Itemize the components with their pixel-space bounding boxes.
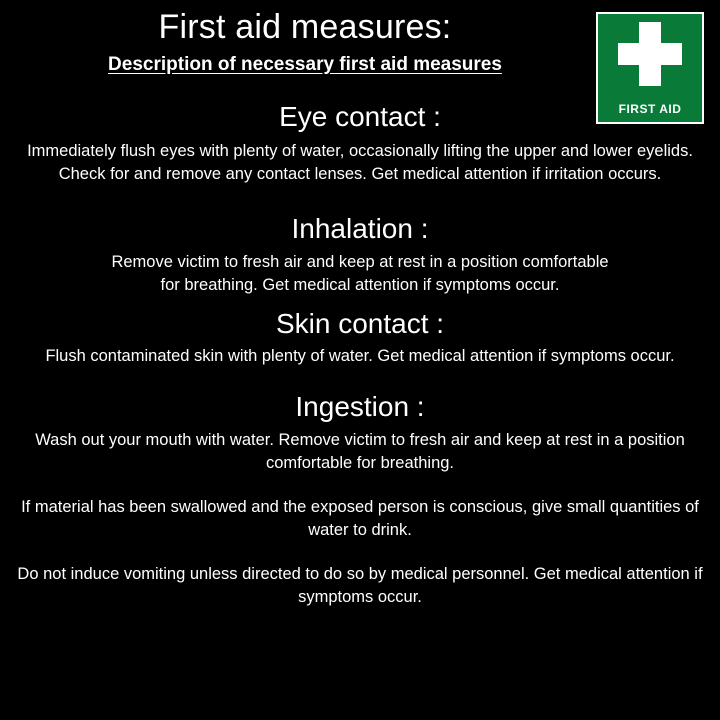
first-aid-cross-icon (598, 14, 702, 94)
section-skin-contact (8, 307, 712, 368)
section-title-ingestion: Ingestion : (295, 391, 425, 422)
section-title-inhalation: Inhalation : (291, 213, 429, 244)
document-body (0, 100, 720, 609)
section-body-ingestion (8, 429, 712, 609)
paragraph: Wash out your mouth with water. Remove victim to fresh air and keep at rest in a position comfortable for breathing. (35, 431, 685, 472)
section-title-eye-contact: Eye contact : (279, 101, 441, 132)
section-title-skin-contact: Skin contact : (275, 308, 445, 339)
section-body-skin-contact (8, 345, 712, 368)
first-aid-sign (596, 12, 704, 124)
page-title: First aid measures: (158, 8, 452, 46)
section-body-eye-contact (8, 140, 712, 186)
section-ingestion (8, 390, 712, 609)
paragraph: Flush contaminated skin with plenty of water. Get medical attention if symptoms occur. (45, 347, 675, 365)
paragraph: Do not induce vomiting unless directed to do so by medical personnel. Get medical attention if symptoms occur. (17, 565, 703, 606)
page-subtitle: Description of necessary first aid measures (108, 54, 502, 75)
paragraph: If material has been swallowed and the exposed person is conscious, give small quantities of water to drink. (21, 498, 699, 539)
cross-horizontal-bar (618, 43, 682, 65)
section-inhalation (8, 212, 712, 297)
document-header (0, 0, 720, 116)
first-aid-sign-label: FIRST AID (618, 102, 682, 116)
section-body-inhalation (8, 251, 712, 297)
paragraph: Immediately flush eyes with plenty of water, occasionally lifting the upper and lower eyelids. Check for and remove any contact lenses. Get medical attention if irritation occurs. (27, 142, 693, 183)
paragraph: Remove victim to fresh air and keep at rest in a position comfortable for breathing. Get medical attention if symptoms occur. (111, 253, 609, 294)
